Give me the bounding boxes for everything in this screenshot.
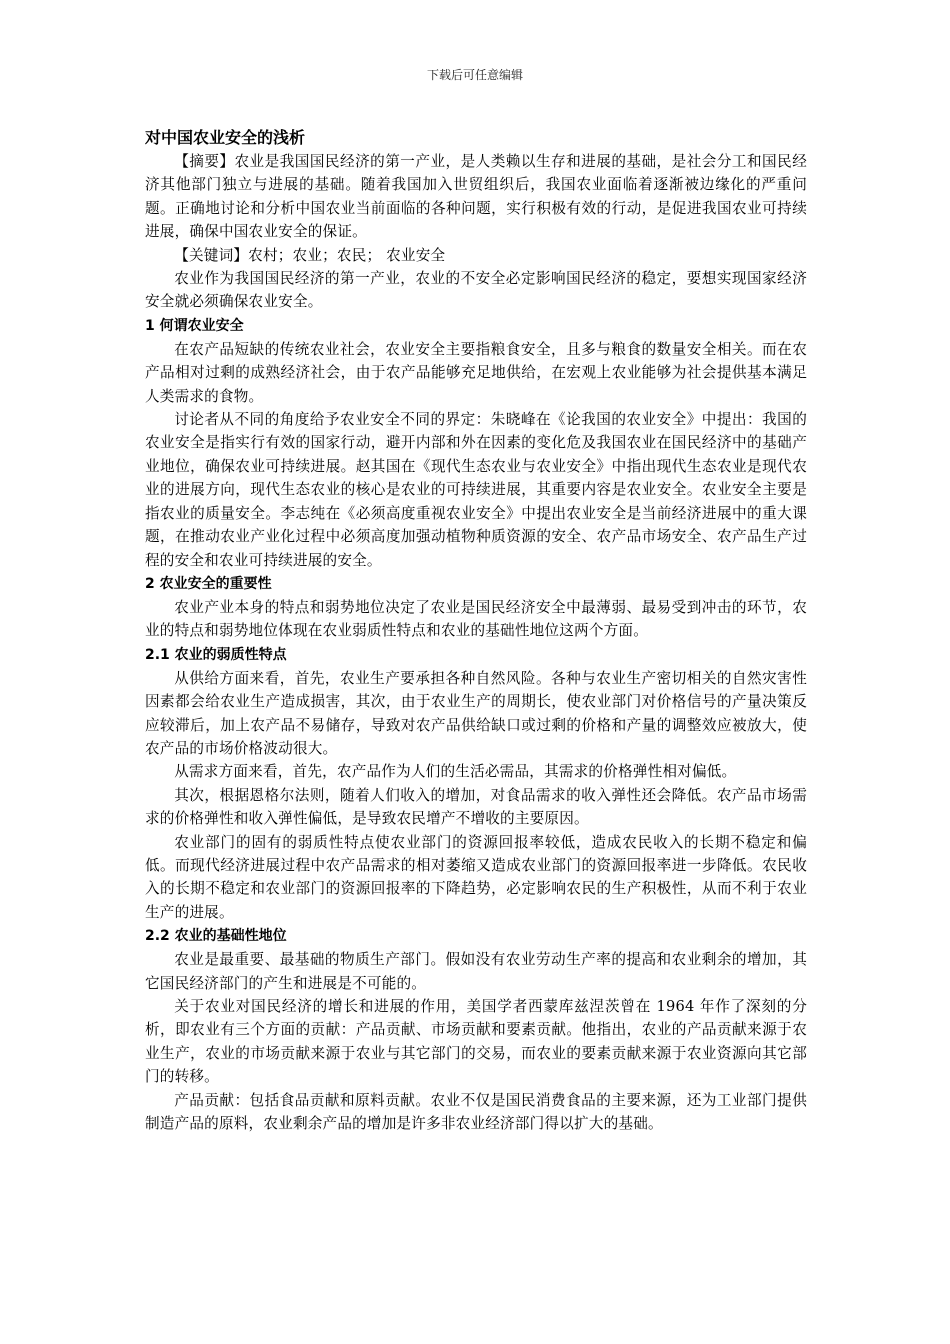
section-2-2-paragraph-1: 农业是最重要、最基础的物质生产部门。假如没有农业劳动生产率的提高和农业剩余的增加，其它国民经济部门的产生和进展是不可能的。 — [145, 951, 807, 992]
section-2-heading: 2 农业安全的重要性 — [145, 575, 272, 592]
section-1-paragraph-1: 在农产品短缺的传统农业社会，农业安全主要指粮食安全，且多与粮食的数量安全相关。而在农产品相对过剩的成熟经济社会，由于农产品能够充足地供给，在宏观上农业能够为社会提供基本满足人类需求的食物。 — [145, 340, 807, 405]
section-1-heading: 1 何谓农业安全 — [145, 317, 244, 334]
section-2-2-paragraph-2: 关于农业对国民经济的增长和进展的作用，美国学者西蒙库兹涅茨曾在 1964 年作了深刻的分析，即农业有三个方面的贡献：产品贡献、市场贡献和要素贡献。他指出，农业的产品贡献来源于农业生产，农业的市场贡献来源于农业与其它部门的交易，而农业的要素贡献来源于农业资源向其它部门的转移。 — [145, 998, 807, 1086]
section-1-paragraph-2: 讨论者从不同的角度给予农业安全不同的界定：朱晓峰在《论我国的农业安全》中提出：我国的农业安全是指实行有效的国家行动，避开内部和外在因素的变化危及我国农业在国民经济中的基础产业地位，确保农业可持续进展。赵其国在《现代生态农业与农业安全》中指出现代生态农业是现代农业的进展方向，现代生态农业的核心是农业的可持续进展，其重要内容是农业安全。农业安全主要是指农业的质量安全。李志纯在《必须高度重视农业安全》中提出农业安全是当前经济进展中的重大课题，在推动农业产业化过程中必须高度加强动植物种质资源的安全、农产品市场安全、农产品生产过程的安全和农业可持续进展的安全。 — [145, 411, 807, 569]
document-title: 对中国农业安全的浅析 — [145, 128, 306, 147]
section-2-2-paragraph-3: 产品贡献：包括食品贡献和原料贡献。农业不仅是国民消费食品的主要来源，还为工业部门提供制造产品的原料，农业剩余产品的增加是许多非农业经济部门得以扩大的基础。 — [145, 1091, 807, 1133]
section-2-1-paragraph-2: 从需求方面来看，首先，农产品作为人们的生活必需品，其需求的价格弹性相对偏低。 — [174, 763, 737, 781]
section-2-1-heading: 2.1 农业的弱质性特点 — [145, 646, 287, 663]
section-2-1-paragraph-4: 农业部门的固有的弱质性特点使农业部门的资源回报率较低，造成农民收入的长期不稳定和偏低。而现代经济进展过程中农产品需求的相对萎缩又造成农业部门的资源回报率进一步降低。农民收入的长期不稳定和农业部门的资源回报率的下降趋势，必定影响农民的生产积极性，从而不利于农业生产的进展。 — [145, 833, 807, 921]
intro-paragraph: 农业作为我国国民经济的第一产业，农业的不安全必定影响国民经济的稳定，要想实现国家经济安全就必须确保农业安全。 — [145, 270, 807, 311]
document-body — [145, 126, 807, 1135]
abstract-paragraph: 【摘要】农业是我国国民经济的第一产业，是人类赖以生存和进展的基础，是社会分工和国民经济其他部门独立与进展的基础。随着我国加入世贸组织后，我国农业面临着逐渐被边缘化的严重问题。正确地讨论和分析中国农业当前面临的各种问题，实行积极有效的行动，是促进我国农业可持续进展，确保中国农业安全的保证。 — [145, 153, 807, 241]
section-2-1-paragraph-1: 从供给方面来看，首先，农业生产要承担各种自然风险。各种与农业生产密切相关的自然灾害性因素都会给农业生产造成损害，其次，由于农业生产的周期长，使农业部门对价格信号的产量决策反应较滞后，加上农产品不易储存，导致对农产品供给缺口或过剩的价格和产量的调整效应被放大，使农产品的市场价格波动很大。 — [145, 669, 807, 757]
section-2-paragraph-1: 农业产业本身的特点和弱势地位决定了农业是国民经济安全中最薄弱、最易受到冲击的环节，农业的特点和弱势地位体现在农业弱质性特点和农业的基础性地位这两个方面。 — [145, 598, 807, 640]
keywords-paragraph: 【关键词】农村；农业；农民； 农业安全 — [174, 246, 446, 264]
section-2-2-heading: 2.2 农业的基础性地位 — [145, 928, 287, 945]
section-2-1-paragraph-3: 其次，根据恩格尔法则，随着人们收入的增加，对食品需求的收入弹性还会降低。农产品市场需求的价格弹性和收入弹性偏低，是导致农民增产不增收的主要原因。 — [145, 786, 807, 828]
page-header: 下载后可任意编辑 — [426, 68, 523, 82]
